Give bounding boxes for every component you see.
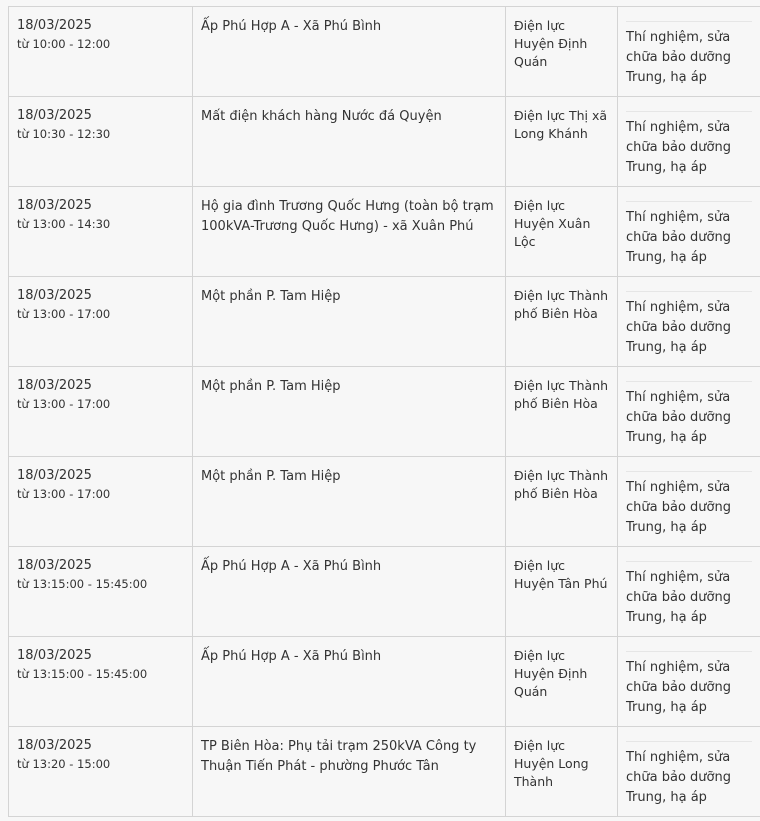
date-text: 18/03/2025 — [17, 288, 92, 303]
time-cell — [9, 457, 193, 547]
time-range-text: từ 10:00 - 12:00 — [17, 37, 111, 51]
date-text: 18/03/2025 — [17, 648, 92, 663]
reason-divider — [626, 21, 752, 22]
time-cell — [9, 727, 193, 817]
unit-cell: Điện lực Huyện Xuân Lộc — [506, 187, 618, 277]
reason-cell — [618, 457, 760, 547]
table-row — [9, 547, 760, 637]
table-row — [9, 277, 760, 367]
reason-cell — [618, 187, 760, 277]
time-range-text: từ 13:00 - 17:00 — [17, 307, 111, 321]
date-text: 18/03/2025 — [17, 468, 92, 483]
reason-text: Thí nghiệm, sửa chữa bảo dưỡng Trung, hạ áp — [626, 210, 731, 265]
time-range-text: từ 10:30 - 12:30 — [17, 127, 111, 141]
reason-cell — [618, 637, 760, 727]
area-cell: Ấp Phú Hợp A - Xã Phú Bình — [193, 7, 506, 97]
table-row — [9, 97, 760, 187]
reason-text: Thí nghiệm, sửa chữa bảo dưỡng Trung, hạ áp — [626, 390, 731, 445]
time-range-text: từ 13:00 - 17:00 — [17, 397, 111, 411]
reason-divider — [626, 201, 752, 202]
time-range-text: từ 13:00 - 17:00 — [17, 487, 111, 501]
reason-text: Thí nghiệm, sửa chữa bảo dưỡng Trung, hạ áp — [626, 750, 731, 805]
reason-divider — [626, 561, 752, 562]
reason-divider — [626, 381, 752, 382]
area-cell: Một phần P. Tam Hiệp — [193, 457, 506, 547]
outage-schedule-table — [8, 6, 760, 817]
unit-cell: Điện lực Huyện Tân Phú — [506, 547, 618, 637]
date-text: 18/03/2025 — [17, 558, 92, 573]
unit-cell: Điện lực Huyện Định Quán — [506, 637, 618, 727]
table-row — [9, 367, 760, 457]
unit-cell: Điện lực Huyện Định Quán — [506, 7, 618, 97]
date-text: 18/03/2025 — [17, 108, 92, 123]
reason-divider — [626, 651, 752, 652]
reason-cell — [618, 727, 760, 817]
time-range-text: từ 13:15:00 - 15:45:00 — [17, 667, 148, 681]
area-cell: TP Biên Hòa: Phụ tải trạm 250kVA Công ty Thuận Tiến Phát - phường Phước Tân — [193, 727, 506, 817]
time-cell — [9, 547, 193, 637]
unit-cell: Điện lực Thành phố Biên Hòa — [506, 367, 618, 457]
unit-cell: Điện lực Thị xã Long Khánh — [506, 97, 618, 187]
reason-divider — [626, 291, 752, 292]
table-row — [9, 637, 760, 727]
time-cell — [9, 367, 193, 457]
date-text: 18/03/2025 — [17, 378, 92, 393]
area-cell: Một phần P. Tam Hiệp — [193, 367, 506, 457]
time-cell — [9, 7, 193, 97]
table-row — [9, 457, 760, 547]
unit-cell: Điện lực Huyện Long Thành — [506, 727, 618, 817]
time-cell — [9, 637, 193, 727]
unit-cell: Điện lực Thành phố Biên Hòa — [506, 457, 618, 547]
table-row — [9, 187, 760, 277]
table-row — [9, 7, 760, 97]
time-range-text: từ 13:20 - 15:00 — [17, 757, 111, 771]
date-text: 18/03/2025 — [17, 738, 92, 753]
time-cell — [9, 97, 193, 187]
area-cell: Mất điện khách hàng Nước đá Quyện — [193, 97, 506, 187]
area-cell: Ấp Phú Hợp A - Xã Phú Bình — [193, 547, 506, 637]
reason-text: Thí nghiệm, sửa chữa bảo dưỡng Trung, hạ áp — [626, 660, 731, 715]
unit-cell: Điện lực Thành phố Biên Hòa — [506, 277, 618, 367]
reason-text: Thí nghiệm, sửa chữa bảo dưỡng Trung, hạ áp — [626, 30, 731, 85]
time-cell — [9, 277, 193, 367]
reason-cell — [618, 367, 760, 457]
reason-cell — [618, 277, 760, 367]
reason-cell — [618, 7, 760, 97]
reason-text: Thí nghiệm, sửa chữa bảo dưỡng Trung, hạ áp — [626, 300, 731, 355]
area-cell: Hộ gia đình Trương Quốc Hưng (toàn bộ trạm 100kVA-Trương Quốc Hưng) - xã Xuân Phú — [193, 187, 506, 277]
table-body — [9, 7, 760, 817]
reason-cell — [618, 547, 760, 637]
reason-divider — [626, 111, 752, 112]
time-range-text: từ 13:00 - 14:30 — [17, 217, 111, 231]
reason-divider — [626, 471, 752, 472]
area-cell: Ấp Phú Hợp A - Xã Phú Bình — [193, 637, 506, 727]
time-range-text: từ 13:15:00 - 15:45:00 — [17, 577, 148, 591]
reason-text: Thí nghiệm, sửa chữa bảo dưỡng Trung, hạ áp — [626, 570, 731, 625]
reason-cell — [618, 97, 760, 187]
date-text: 18/03/2025 — [17, 18, 92, 33]
area-cell: Một phần P. Tam Hiệp — [193, 277, 506, 367]
reason-text: Thí nghiệm, sửa chữa bảo dưỡng Trung, hạ áp — [626, 480, 731, 535]
reason-text: Thí nghiệm, sửa chữa bảo dưỡng Trung, hạ áp — [626, 120, 731, 175]
reason-divider — [626, 741, 752, 742]
date-text: 18/03/2025 — [17, 198, 92, 213]
time-cell — [9, 187, 193, 277]
table-row — [9, 727, 760, 817]
